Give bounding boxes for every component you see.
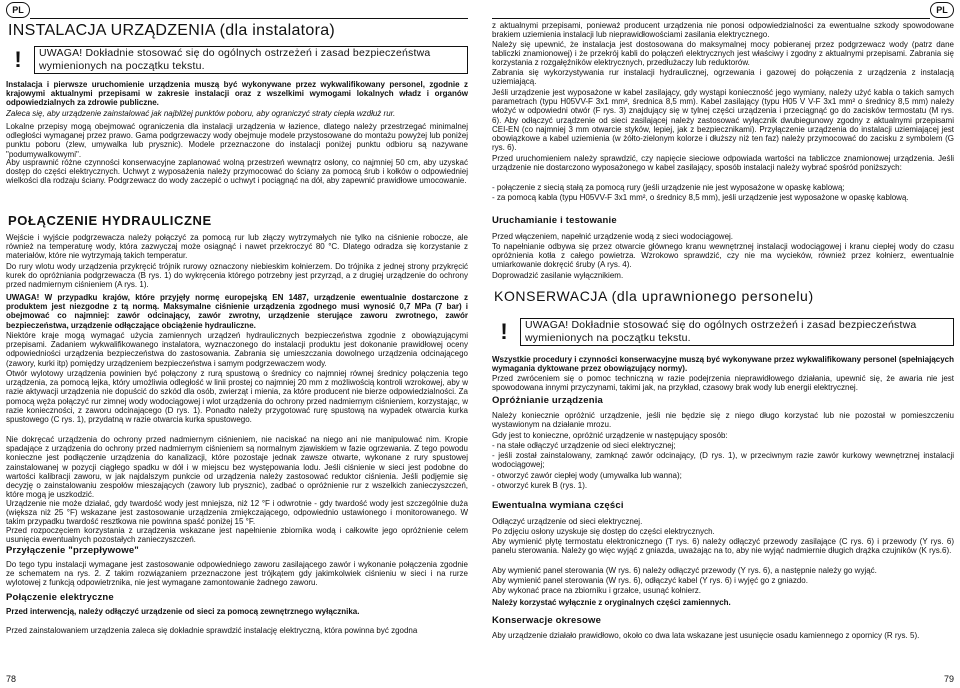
paragraph-15: - na stałe odłączyć urządzenie od sieci elektrycznej; xyxy=(492,441,676,450)
paragraph-8: Przed włączeniem, napełnić urządzenie wodą z sieci wodociągowej. xyxy=(492,232,734,241)
paragraph-17: - otworzyć zawór ciepłej wody (umywalka lub wanna); xyxy=(492,471,682,480)
paragraph-1: Zaleca się, aby urządzenie zainstalować jak najbliżej punktów poboru, aby ograniczyć straty ciepła wzdłuż rur. xyxy=(6,109,396,118)
paragraph-2: Należy się upewnić, że instalacja jest dostosowana do maksymalnej mocy pobieranej przez podgrzewacz wody (patrz dane tabliczki znamionowej) i że przekrój kabli do połączeń elektrycznych jest właściwy i zgodny z aktualnymi przepisami. Zabrania się korzystania z rozgałęźników elektrycznych, przedłużaczy lub reduktorów. xyxy=(492,40,954,68)
paragraph-7: Niektóre kraje mogą wymagać użycia zamiennych urządzeń hydraulicznych bezpieczeństwa zgodnie z obowiązującymi przepisami. Zadaniem wykwalifikowanego instalatora, wyznaczonego do instalacji produktu jest dokonanie prawidłowej oceny odpowiedniości urządzenia bezpieczeństwa do zastosowania. Zabrania się umieszczania dowolnego urządzenia odcinającego (zawory, kurki itp) pomiędzy urządzeniem bezpieczeństwa i samym podgrzewaczem wody. xyxy=(6,331,468,368)
paragraph-9: To napełnianie odbywa się przez otwarcie głównego kranu wewnętrznej instalacji wodociągowej i kranu ciepłej wody do czasu opróżnienia kotła z całego powietrza. Wzrokowo sprawdzić, czy nie ma wycieków, również przez kołnierz, ewentualnie umiarkowanie dokręcić śruby (A rys. 4). xyxy=(492,242,954,270)
paragraph-8: Otwór wylotowy urządzenia powinien być połączony z rurą spustową o średnicy co najmniej równej średnicy połączenia tego urządzenia, za pomocą lejka, który umożliwia odległość w linii prostej co najmniej 20 mm z możliwością kontroli wzrokowej, aby w razie aktywacji urządzenia nie dopuścić do szkód dla osób, zwierząt i mienia, za które producent nie bierze odpowiedzialności. Za pomocą węża połączyć rur zimnej wody wodociągowej i wlot urządzenia do ochrony przed nadmiernym ciśnieniem, korzystając, w razie konieczności, z zaworu odcinającego (D rys. 1). Ponadto należy przygotować rurę spustową na wypadek otwarcia kurka spustowego (C rys. 1), przydatną w razie otwarcia kurka spustowego. xyxy=(6,369,468,425)
warning-text: UWAGA! Dokładnie stosować się do ogólnych ostrzeżeń i zasad bezpieczeństwa wymienionych na początku tekstu. xyxy=(520,318,954,346)
warning-icon: ! xyxy=(500,319,508,344)
paragraph-10: Doprowadzić zasilanie wyłącznikiem. xyxy=(492,271,624,280)
paragraph-11: Przed rozpoczęciem korzystania z urządzenia wskazane jest napełnienie zbiornika wodą i całkowite jego opróżnienie celem usunięcia ewentualnych pozostałych zanieczyszczeń. xyxy=(6,526,468,545)
paragraph-12: Przed zwróceniem się o pomoc techniczną w razie podejrzenia nieprawidłowego działania, upewnić się, że awaria nie jest spowodowana innymi przyczynami, takimi jak, na przykład, czasowy brak wody lub energii elektrycznej. xyxy=(492,374,954,393)
paragraph-6: - połączenie z siecią stałą za pomocą rury (jeśli urządzenie nie jest wyposażone w opaskę kablową; xyxy=(492,183,845,192)
paragraph-11: Wszystkie procedury i czynności konserwacyjne muszą być wykonywane przez wykwalifikowany personel (spełniających wymagania dyktowane przez obowiązujący normy). xyxy=(492,355,954,374)
paragraph-4: Jeśli urządzenie jest wyposażone w kabel zasilający, gdy wystąpi konieczność jego wymiany, należy użyć kabla o takich samych parametrach (typu H05VV-F 3x1 mm², średnica 8,5 mm). Kabel zasilający (typu H05 V V-F 3x1 mm² o średnicy 8,5 mm) należy włożyć w odpowiedni otwór (F rys. 3) znajdujący się w tylnej części urządzenia i przeciągnąć go do zacisków termostatu (M rys. 6). Aby odłączyć urządzenie od sieci zasilającej należy zastosować wyłącznik dwubiegunowy zgodny z aktualnymi przepisami CEI-EN (co najmniej 3 mm otwarcie styków, lepiej, jak z bezpiecznikami). Przyłączenie urządzenia do instalacji uziemiającej jest obowiązkowe a kabel uziemienia (w żółto-zielonym kolorze i dłuższy niż ten faz) należy przymocować do zacisku z symbolem (G rys. 6). xyxy=(492,88,954,153)
paragraph-26: Aby urządzenie działało prawidłowo, około co dwa lata wskazane jest usunięcie osadu kamiennego z opornicy (R rys. 5). xyxy=(492,631,920,640)
paragraph-5: Do rury wlotu wody urządzenia przykręcić trójnik rurowy oznaczony niebieskim kołnierzem. Do trójnika z jednej strony przykręcić kurek do opróżniania podgrzewacza (B rys. 1) do wykręcenia którego potrzebny jest przyrząd, a z drugiej urządzenie do ochrony przed nadmiernym ciśnieniem (A rys. 1). xyxy=(6,262,468,290)
paragraph-3: Aby usprawnić różne czynności konserwacyjne zaplanować wolną przestrzeń wewnątrz osłony, co najmniej 50 cm, aby uzyskać dostęp do części elektrycznych. Uchwyt z wyposażenia należy przymocować do ściany za pomocą śrub i kołków o odpowiedniej wielkości dla rodzaju ściany. Podgrzewacz do wody zaczepić o uchwyt i pociągnąć na dół, aby zapewnić prawidłowe umocowanie. xyxy=(6,158,468,186)
paragraph-3: Zabrania się wykorzystywania rur instalacji hydraulicznej, ogrzewania i gazowej do połączenia z urządzenia z instalacją uziemiającą. xyxy=(492,68,954,87)
page-number: 79 xyxy=(943,674,954,684)
paragraph-24: Aby wykonać prace na zbiorniku i grzałce, usunąć kołnierz. xyxy=(492,586,701,595)
heading-flow-connection: Przyłączenie "przepływowe" xyxy=(6,545,140,556)
warning-text: UWAGA! Dokładnie stosować się do ogólnych ostrzeżeń i zasad bezpieczeństwa wymienionych na początku tekstu. xyxy=(34,46,468,74)
paragraph-14: Przed zainstalowaniem urządzenia zaleca się dokładnie sprawdzić instalację elektryczną, która powinna być zgodna xyxy=(6,626,418,635)
header-rule xyxy=(492,18,930,19)
paragraph-20: Po zdjęciu osłony uzyskuje się dostęp do części elektrycznych. xyxy=(492,527,715,536)
paragraph-intro: Instalacja i pierwsze uruchomienie urządzenia muszą być wykonywane przez wykwalifikowany personel, zgodnie z krajowymi aktualnymi przepisami w zakresie instalacji oraz z wszelkimi wymogami lokalnych władz i organów odpowiedzialnych za zdrowie publiczne. xyxy=(6,80,468,108)
heading-periodic-maintenance: Konserwacje okresowe xyxy=(492,615,602,626)
right-page xyxy=(492,0,954,688)
page-number: 78 xyxy=(6,674,17,684)
paragraph-2: Lokalne przepisy mogą obejmować ograniczenia dla instalacji urządzenia w łazience, dlatego należy przestrzegać minimalnej odległości wymaganej przez prawo. Gama podgrzewaczy wody obejmuje modele przystosowane do montażu powyżej lub poniżej punktu poboru (zlew, umywalka lub prysznic). Modele przeznaczone do instalacji poniżej punktu odbioru są nazywane "podumywalkowymi". xyxy=(6,122,468,159)
header-rule xyxy=(30,18,468,19)
warning-icon: ! xyxy=(14,47,22,72)
heading-startup: Uruchamianie i testowanie xyxy=(492,215,617,226)
paragraph-6-warning: UWAGA! W przypadku krajów, które przyjęły normę europejską EN 1487, urządzenie ewentualnie dostarczone z produktem jest niezgodne z tą normą. Maksymalne ciśnienie urządzenia zgodnego musi wynosić 0,7 MPa (7 bar) i obejmować co najmniej: zawór odcinający, zawór zwrotny, urządzenie sterujące zaworu zwrotnego, zawór bezpieczeństwa, urządzenie odłączające obciążenie hydrauliczne. xyxy=(6,293,468,330)
warning-box xyxy=(6,46,468,74)
warning-box xyxy=(492,318,954,346)
heading-draining: Opróżnianie urządzenia xyxy=(492,395,604,406)
left-page xyxy=(6,0,468,688)
language-badge: PL xyxy=(6,2,30,18)
language-badge: PL xyxy=(930,2,954,18)
paragraph-25: Należy korzystać wyłącznie z oryginalnych części zamiennych. xyxy=(492,598,731,607)
paragraph-23: Aby wymienić panel sterowania (W rys. 6), odłączyć kabel (Y rys. 6) i wyjęć go z gniazdo. xyxy=(492,576,808,585)
section-title-installation: INSTALACJA URZĄDZENIA (dla instalatora) xyxy=(8,22,336,39)
paragraph-5: Przed uruchomieniem należy sprawdzić, czy napięcie sieciowe odpowiada wartości na tabliczce znamionowej urządzenia. Jeśli urządzenie nie dostarczono wyposażonego w kabel zasilający, sposób instalacji należy wybrać spośród poniższych: xyxy=(492,154,954,173)
paragraph-10: Urządzenie nie może działać, gdy twardość wody jest mniejsza, niż 12 °F i odwrotnie - gdy twardość wody jest szczególnie duża (większa niż 25 °F) wskazane jest zastosowanie urządzenia zmiękczającego, odpowiednio ustawionego i monitorowanego. W takim przypadku twardość resztkowa nie powinna spaść poniżej 15 °F. xyxy=(6,499,468,527)
paragraph-16: - jeśli został zainstalowany, zamknąć zawór odcinający, (D rys. 1), w przeciwnym razie zawór kurkowy wewnętrznej instalacji wodociągowej; xyxy=(492,451,954,470)
paragraph-21: Aby wymienić płytę termostatu elektronicznego (T rys. 6) należy odłączyć przewody zasilające (C rys. 6) i przewody (Y rys. 6) panelu sterowania. Należy go więc wyjąć z gniazda, uważając na to, aby nie wyjąć nadmiernie długich drążka czujników (K rys.6). xyxy=(492,537,954,556)
paragraph-12: Do tego typu instalacji wymagane jest zastosowanie odpowiedniego zaworu zasilającego zawór i wykonanie połączenia zgodnie ze schematem na rys. 2. Z takim rozwiązaniem przeznaczone jest trójkątem gdy jakimkolwiek ciśnieniu w sieci i na rurze wylotowej z funkcją odpowietrznika, nie jest wymagane zamontowanie żadnego zaworu. xyxy=(6,560,468,588)
heading-parts-replacement: Ewentualna wymiana części xyxy=(492,500,624,511)
heading-hydraulic: POŁĄCZENIE HYDRAULICZNE xyxy=(8,213,212,228)
paragraph-7: - za pomocą kabla (typu H05VV-F 3x1 mm², o średnicy 8,5 mm), jeśli urządzenie jest wyposażone w opaskę kablową. xyxy=(492,193,909,202)
paragraph-4: Wejście i wyjście podgrzewacza należy połączyć za pomocą rur lub złączy wytrzymałych nie tylko na ciśnienie robocze, ale również na temperaturę wody, która zazwyczaj może osiągnąć i nawet przekroczyć 80 °C. Dlatego odradza się korzystanie z materiałów, które nie wytrzymają takich temperatur. xyxy=(6,233,468,261)
paragraph-1: z aktualnymi przepisami, ponieważ producent urządzenia nie ponosi odpowiedzialności za ewentualne szkody spowodowane brakiem uziemienia instalacji lub nieprawidłowościami zasilania elektrycznego. xyxy=(492,21,954,40)
paragraph-9: Nie dokręcać urządzenia do ochrony przed nadmiernym ciśnieniem, nie naciskać na niego ani nie manipulować nim. Kropie spadające z urządzenia do ochrony przed nadmiernym ciśnieniem są normalnym zjawiskiem w fazie ogrzewania. Z tego powodu konieczne jest podłączenie urządzenia do kanalizacji, które pozostaje jednak zawsze otwarte, wykonane z rury spustowej zainstalowanej w pozycji ciągłego spadku w dół i w miejscu bez występowania lodu. Jeśli ciśnienie w sieci jest podobne do wartości kalibracji zaworu, w jak najdalszym punkcie od urządzenia należy zastosować reduktor ciśnienia. Jeśli podjęmie się decyzję o zainstalowaniu zespołów mieszających (zawory lub prysznic), zadbać o opróżnienie rur z wszelkich zanieczyszczeń, które mogą je uszkodzić. xyxy=(6,435,468,500)
paragraph-19: Odłączyć urządzenie od sieci elektrycznej. xyxy=(492,517,643,526)
paragraph-13: Należy koniecznie opróżnić urządzenie, jeśli nie będzie się z niego długo korzystać lub nie pozostał w pomieszczeniu wystawionym na działanie mrozu. xyxy=(492,411,954,430)
heading-electrical: Połączenie elektryczne xyxy=(6,592,114,603)
paragraph-14: Gdy jest to konieczne, opróżnić urządzenie w następujący sposób: xyxy=(492,431,728,440)
paragraph-22: Aby wymienić panel sterowania (W rys. 6) należy odłączyć przewody (Y rys. 6), a następnie należy go wyjąć. xyxy=(492,566,877,575)
paragraph-13: Przed interwencją, należy odłączyć urządzenie od sieci za pomocą zewnętrznego wyłącznika. xyxy=(6,607,360,616)
paragraph-18: - otworzyć kurek B (rys. 1). xyxy=(492,481,588,490)
heading-maintenance: KONSERWACJA (dla uprawnionego personelu) xyxy=(494,288,814,304)
